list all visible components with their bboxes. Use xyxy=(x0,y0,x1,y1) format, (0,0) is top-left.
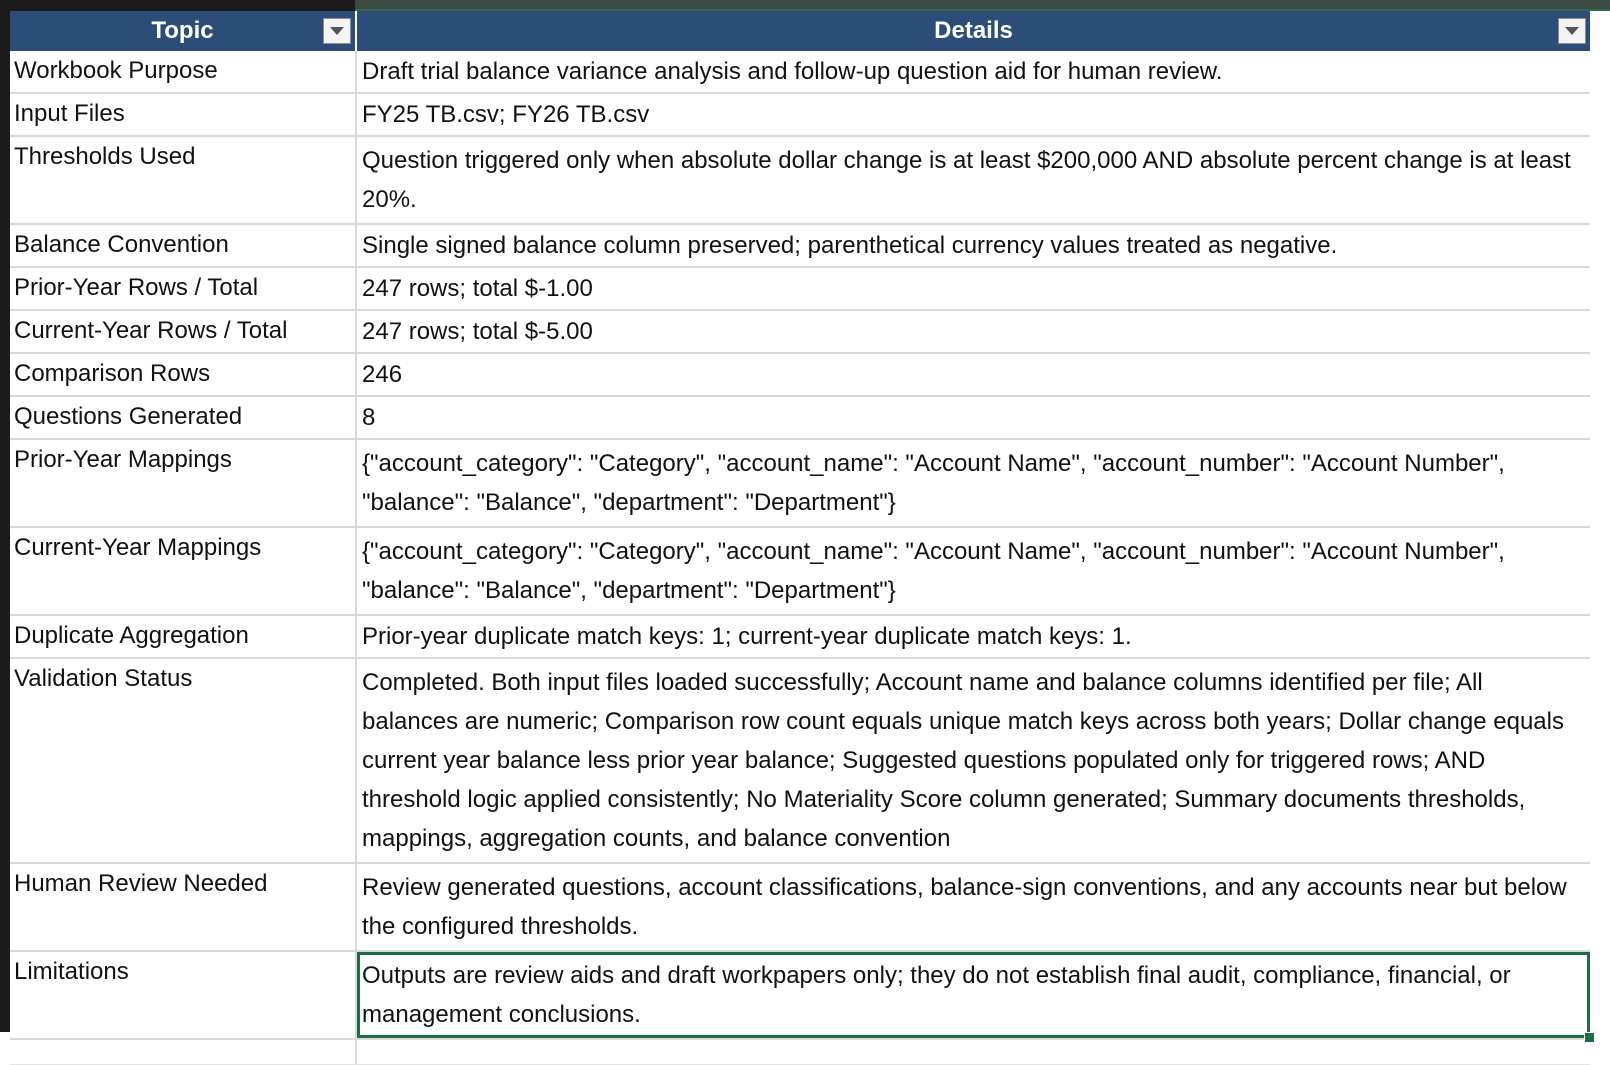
details-cell[interactable]: Prior-year duplicate match keys: 1; current-year duplicate match keys: 1. xyxy=(362,623,1132,650)
left-edge xyxy=(0,0,10,1032)
topic-cell[interactable]: Limitations xyxy=(10,952,357,1038)
table-row xyxy=(10,864,1590,952)
filter-dropdown-icon[interactable] xyxy=(1558,18,1586,44)
table-row xyxy=(10,616,1590,659)
topic-cell[interactable]: Prior-Year Rows / Total xyxy=(10,268,357,309)
details-cell[interactable]: Completed. Both input files loaded successfully; Account name and balance columns identified per file; All balances are numeric; Comparison row count equals unique match keys across both years; Dollar change equals current year balance less prior year balance; Suggested questions populated only for triggered rows; AND threshold logic applied consistently; No Materiality Score column generated; Summary documents thresholds, mappings, aggregation counts, and balance convention xyxy=(362,669,1564,852)
details-cell-selected[interactable] xyxy=(357,952,1590,1038)
topic-cell[interactable]: Thresholds Used xyxy=(10,137,357,223)
topic-cell[interactable]: Duplicate Aggregation xyxy=(10,616,357,657)
table-row xyxy=(10,528,1590,616)
table-row xyxy=(10,51,1590,94)
topic-cell[interactable]: Workbook Purpose xyxy=(10,51,357,92)
table-row xyxy=(10,137,1590,225)
table-row xyxy=(10,354,1590,397)
table-header-row xyxy=(10,11,1590,51)
details-cell[interactable]: Single signed balance column preserved; parenthetical currency values treated as negative. xyxy=(362,232,1338,259)
topic-cell[interactable]: Current-Year Mappings xyxy=(10,528,357,614)
topic-cell[interactable]: Questions Generated xyxy=(10,397,357,438)
topic-cell[interactable]: Comparison Rows xyxy=(10,354,357,395)
table-row xyxy=(10,659,1590,864)
details-cell[interactable]: Draft trial balance variance analysis and follow-up question aid for human review. xyxy=(362,58,1223,85)
fill-handle[interactable] xyxy=(1584,1032,1595,1043)
column-highlight-bar xyxy=(355,0,1610,11)
table-row xyxy=(10,94,1590,137)
details-cell[interactable]: 247 rows; total $-5.00 xyxy=(362,318,593,345)
header-topic-label: Topic xyxy=(151,17,214,44)
header-details[interactable] xyxy=(357,11,1590,51)
details-cell[interactable]: 8 xyxy=(362,404,376,431)
table-row xyxy=(10,440,1590,528)
table-row xyxy=(10,311,1590,354)
header-topic[interactable] xyxy=(10,11,357,51)
topic-cell[interactable]: Input Files xyxy=(10,94,357,135)
topic-cell[interactable]: Balance Convention xyxy=(10,225,357,266)
filter-dropdown-icon[interactable] xyxy=(323,18,351,44)
top-border xyxy=(0,0,1610,11)
topic-cell[interactable]: Human Review Needed xyxy=(10,864,357,950)
details-cell[interactable]: Question triggered only when absolute dollar change is at least $200,000 AND absolute percent change is at least 20%. xyxy=(362,147,1571,213)
empty-row xyxy=(10,1040,1590,1065)
table-row xyxy=(10,268,1590,311)
topic-cell[interactable]: Validation Status xyxy=(10,659,357,862)
details-cell[interactable]: {"account_category": "Category", "account_name": "Account Name", "account_number": "Account Number", "balance": "Balance", "department": "Department"} xyxy=(362,538,1505,604)
table-row xyxy=(10,952,1590,1040)
details-text: Outputs are review aids and draft workpapers only; they do not establish final audit, compliance, financial, or management conclusions. xyxy=(362,962,1511,1028)
details-cell[interactable]: FY25 TB.csv; FY26 TB.csv xyxy=(362,101,650,128)
empty-cell[interactable] xyxy=(10,1040,357,1064)
table-row xyxy=(10,225,1590,268)
details-cell[interactable]: 246 xyxy=(362,361,403,388)
spreadsheet-table xyxy=(10,11,1590,1065)
details-cell[interactable]: {"account_category": "Category", "account_name": "Account Name", "account_number": "Account Number", "balance": "Balance", "department": "Department"} xyxy=(362,450,1505,516)
header-details-label: Details xyxy=(934,17,1013,44)
topic-cell[interactable]: Current-Year Rows / Total xyxy=(10,311,357,352)
details-cell[interactable]: Review generated questions, account classifications, balance-sign conventions, and any accounts near but below the configured thresholds. xyxy=(362,874,1567,940)
topic-cell[interactable]: Prior-Year Mappings xyxy=(10,440,357,526)
table-row xyxy=(10,397,1590,440)
details-cell[interactable]: 247 rows; total $-1.00 xyxy=(362,275,593,302)
